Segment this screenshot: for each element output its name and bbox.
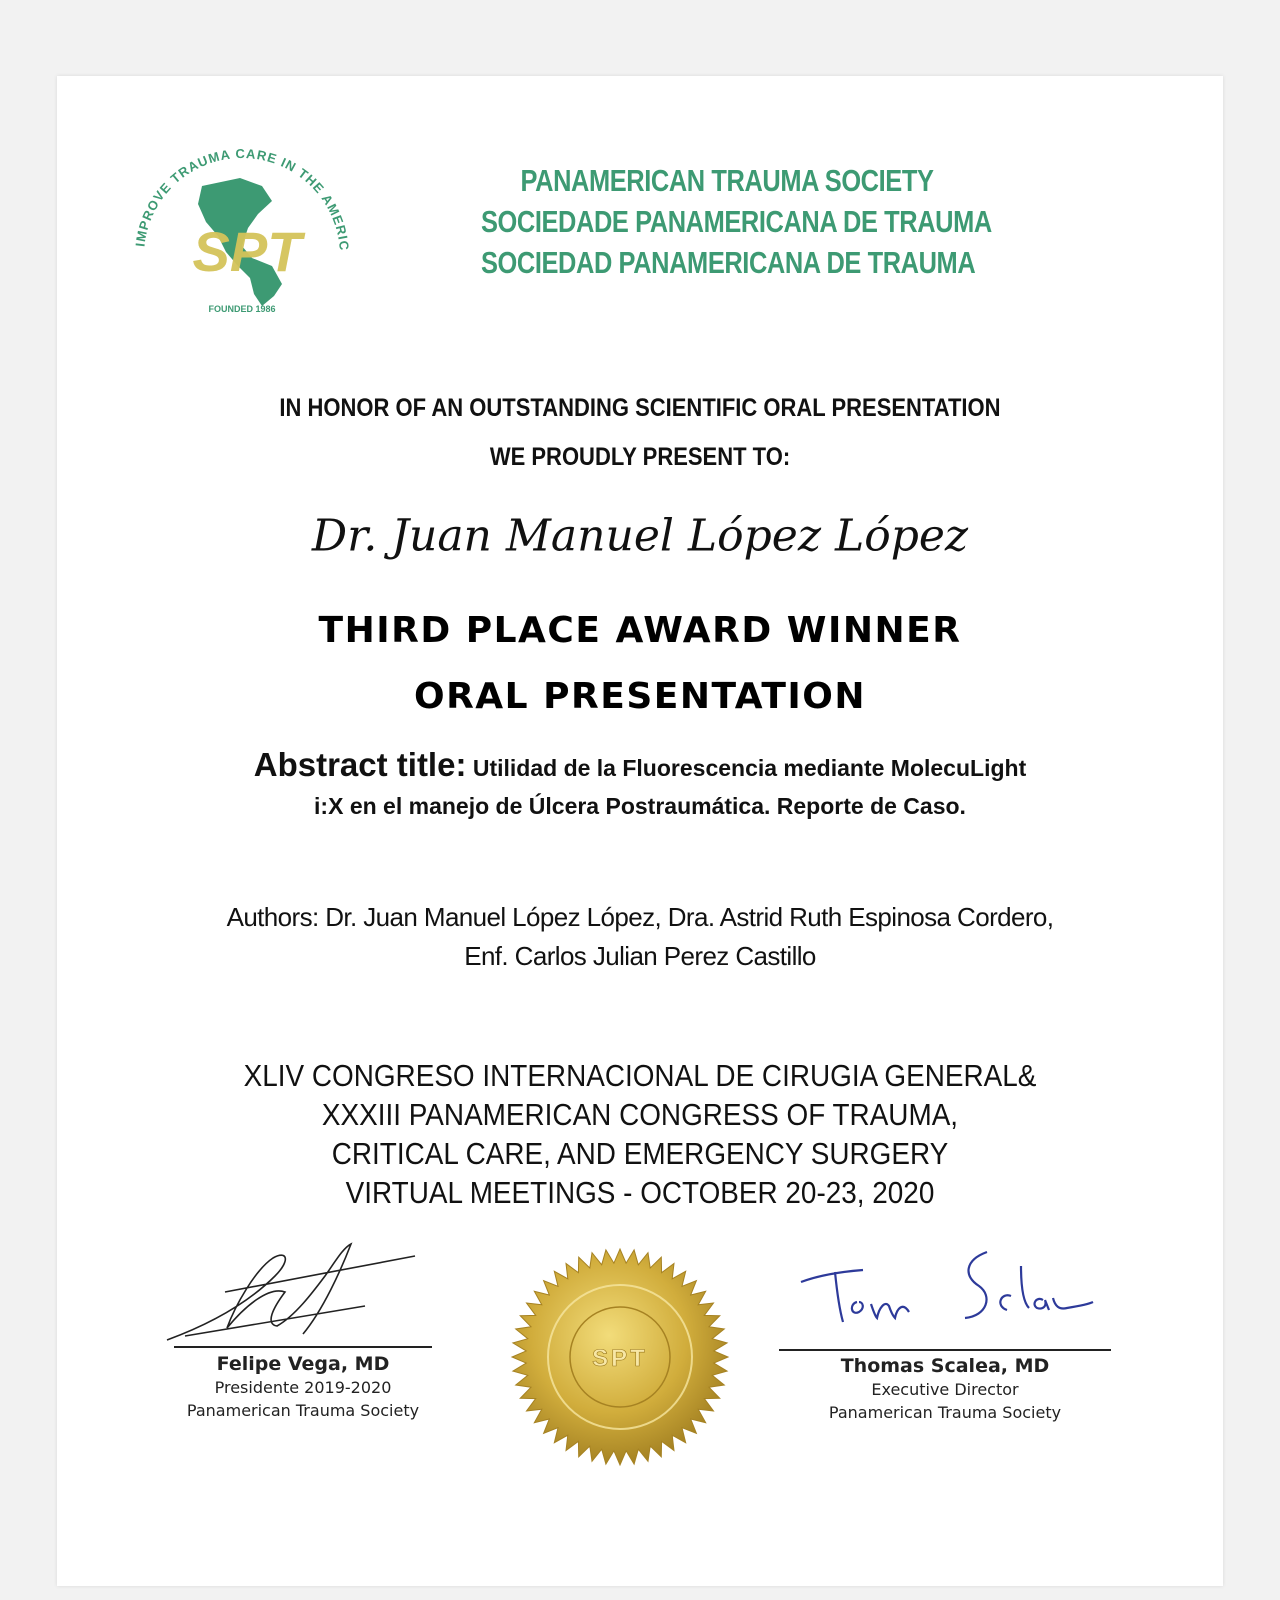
logo-ring-text: IMPROVE TRAUMA CARE IN THE AMERIC — [132, 146, 352, 252]
signature-vega — [165, 1236, 435, 1346]
award-line-1: THIRD PLACE AWARD WINNER — [318, 610, 962, 651]
honor-line-2: WE PROUDLY PRESENT TO: — [489, 443, 791, 471]
society-names — [481, 160, 992, 283]
abstract-label: Abstract title: — [253, 746, 467, 783]
signatory-vega — [174, 1352, 432, 1422]
signatory-scalea-role: Executive Director — [871, 1380, 1019, 1399]
signatory-scalea-name: Thomas Scalea, MD — [840, 1355, 1050, 1377]
signatory-vega-org: Panamerican Trauma Society — [186, 1401, 420, 1420]
congress-line-2: XXXIII PANAMERICAN CONGRESS OF TRAUMA, — [321, 1097, 959, 1132]
signature-scalea — [797, 1246, 1097, 1336]
gold-seal — [509, 1246, 731, 1468]
congress-line-1: XLIV CONGRESO INTERNACIONAL DE CIRUGIA GENERAL& — [243, 1058, 1037, 1093]
signature-line-left — [174, 1346, 432, 1348]
seal-text: SPT — [592, 1345, 648, 1372]
logo-founded: FOUNDED 1986 — [208, 304, 276, 314]
award-line-2: ORAL PRESENTATION — [413, 676, 866, 717]
authors — [147, 898, 1133, 976]
congress-info — [115, 1056, 1164, 1212]
spt-logo — [122, 146, 362, 316]
recipient-name: Dr. Juan Manuel López López — [311, 510, 969, 562]
award-title — [57, 598, 1223, 730]
society-name-pt: SOCIEDADE PANAMERICANA DE TRAUMA — [481, 204, 992, 239]
signatory-vega-role: Presidente 2019-2020 — [214, 1378, 392, 1397]
signatory-scalea-org: Panamerican Trauma Society — [828, 1403, 1062, 1422]
logo-initials: SPT — [192, 220, 302, 283]
abstract-title — [157, 746, 1123, 825]
congress-line-4: VIRTUAL MEETINGS - OCTOBER 20-23, 2020 — [345, 1175, 935, 1210]
certificate-page — [57, 76, 1223, 1586]
signatory-scalea — [779, 1354, 1111, 1424]
honor-statement — [127, 384, 1153, 482]
authors-line-2: Enf. Carlos Julian Perez Castillo — [464, 941, 816, 971]
honor-line-1: IN HONOR OF AN OUTSTANDING SCIENTIFIC ORAL PRESENTATION — [279, 394, 1001, 422]
society-name-es: SOCIEDAD PANAMERICANA DE TRAUMA — [481, 245, 976, 280]
congress-line-3: CRITICAL CARE, AND EMERGENCY SURGERY — [331, 1136, 949, 1171]
abstract-title-line-1: Utilidad de la Fluorescencia mediante MolecuLight — [472, 755, 1027, 781]
society-name-en: PANAMERICAN TRAUMA SOCIETY — [520, 163, 934, 198]
authors-line-1: Authors: Dr. Juan Manuel López López, Dra. Astrid Ruth Espinosa Cordero, — [226, 902, 1054, 932]
signatory-vega-name: Felipe Vega, MD — [216, 1353, 390, 1375]
signature-line-right — [779, 1349, 1111, 1351]
abstract-title-line-2: i:X en el manejo de Úlcera Postraumática. Reporte de Caso. — [314, 793, 966, 819]
